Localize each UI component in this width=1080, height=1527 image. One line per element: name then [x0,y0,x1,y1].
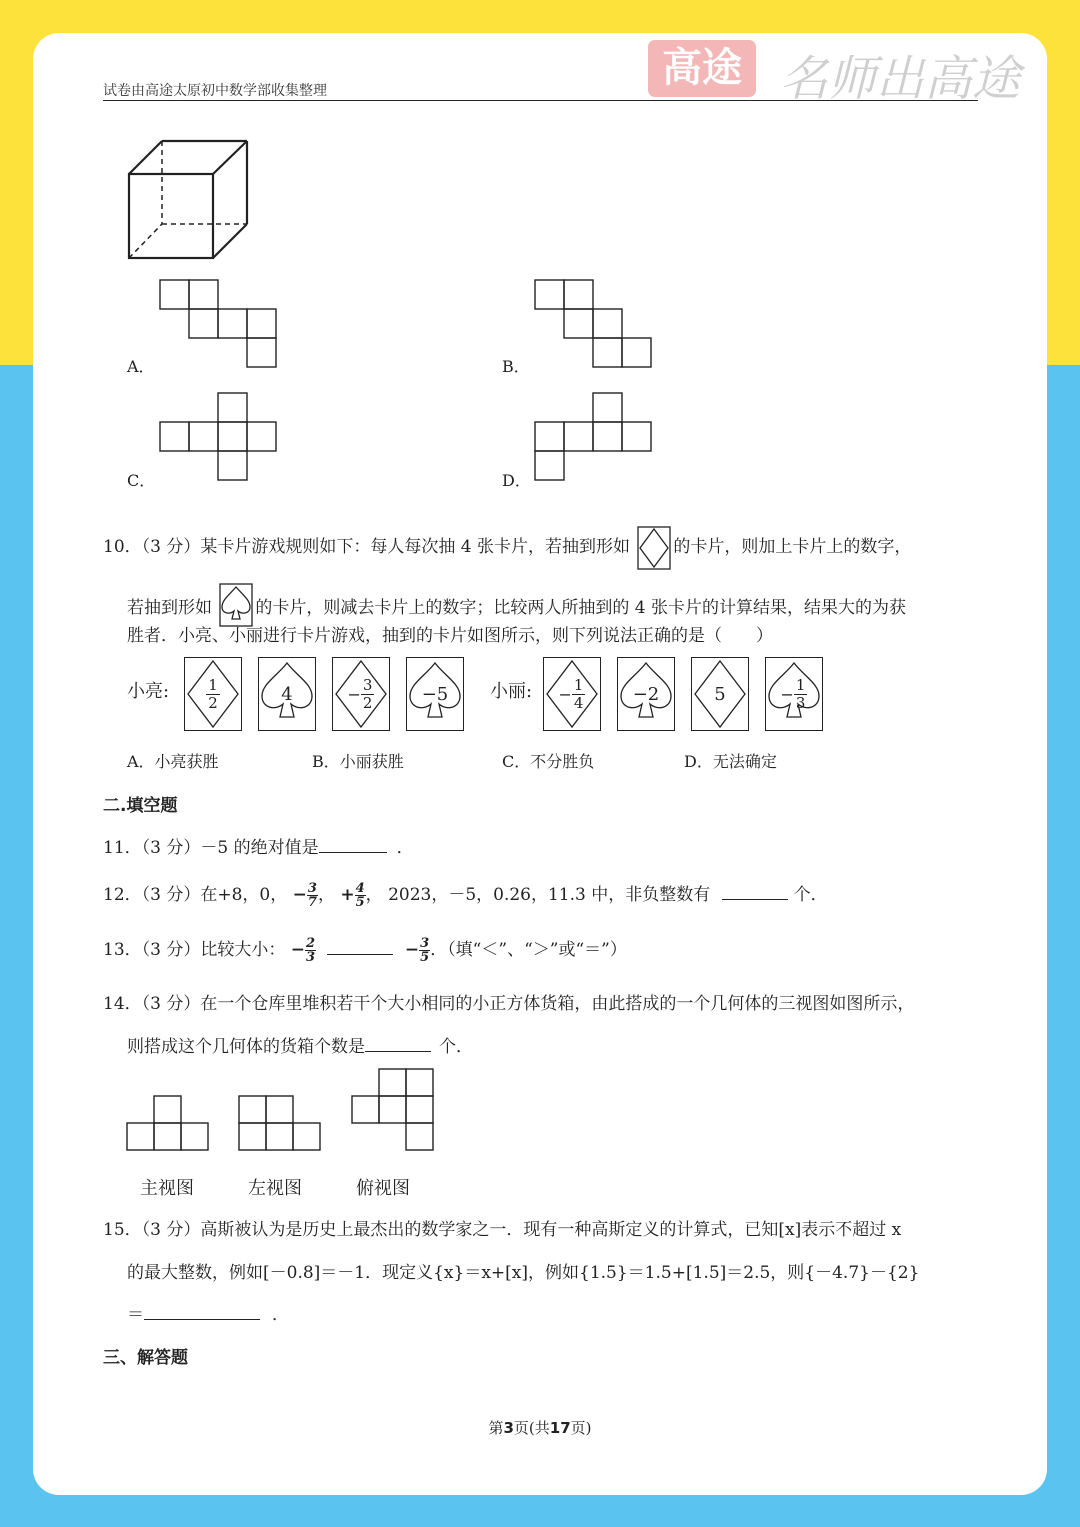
q12-answer-blank[interactable] [722,899,788,900]
q13-frac2-sign: − [404,940,420,960]
card-fraction [361,675,375,712]
q13-fraction-1 [305,937,316,964]
card-denominator: 2 [362,693,373,712]
q11-text: （3 分）－5 的绝对值是 [141,838,319,858]
xiaoli-card-2 [617,657,675,731]
q14-line1-text: （3 分）在一个仓库里堆积若干个大小相同的小正方体货箱，由此搭成的一个几何体的三视图如图所示， [141,994,915,1014]
q15-line2: 的最大整数，例如[－0.8]＝－1．现定义{x}＝x+[x]，例如{1.5}＝1.5+[1.5]＝2.5，则{－4.7}－{2} [127,1263,920,1283]
q15-line3a: ＝ [127,1305,144,1325]
q15-answer-blank[interactable] [144,1319,260,1320]
q11-number: 11． [103,838,142,858]
q10-line1 [103,526,911,570]
q15-line1-text: （3 分）高斯被认为是历史上最杰出的数学家之一．现有一种高斯定义的计算式，已知[x]表示不超过 x [141,1220,902,1240]
xiaoli-card-1 [543,657,601,731]
xiaoli-card-4 [765,657,823,731]
card-fraction [206,675,220,712]
footer-page-number: 3 [503,1419,514,1437]
footer-post: 页) [570,1419,592,1437]
q12: 12．（3 分）在+8，0， − $\frac{3}{7}$ ， + $\frac{4}{5}$ ， 2023，－5，0.26，11.3 中，非负整数有 个． [103,881,828,910]
q12-frac2-den: 5 [355,895,365,910]
cube-figure [120,135,260,265]
q14-number: 14． [103,994,142,1014]
q10-number: 10． [103,537,142,557]
card-value: 4 [281,683,293,705]
front-view-figure [126,1094,212,1152]
card-sign: − [558,684,572,704]
q10-option-a[interactable]: A．小亮获胜 [127,752,219,771]
q11-end: ． [396,838,414,858]
xiaoliang-label: 小亮: [127,681,170,702]
q13-frac2-num: 3 [420,936,430,951]
footer-pre: 第 [488,1419,504,1437]
card-value [766,658,822,742]
q10-line2a: 若抽到形如 [127,598,212,618]
card-fraction [572,675,586,712]
card-sign: − [347,684,361,704]
card-sign: − [780,684,794,704]
card-denominator: 2 [208,693,218,712]
q13-number: 13． [103,940,142,960]
card-fraction [794,675,808,712]
q15-line1 [103,1215,901,1240]
q10-line3: 胜者．小亮、小丽进行卡片游戏，抽到的卡片如图所示，则下列说法正确的是（ ） [127,626,773,646]
q13-frac1-sign: − [290,940,306,960]
page-footer [0,1417,1080,1438]
section-3-title: 三、解答题 [103,1348,188,1368]
card-denominator: 3 [795,693,806,712]
brand-slogan: 名师出高途 [780,51,1021,107]
q12-text-b: 2023，－5，0.26，11.3 中，非负整数有 [388,885,711,905]
card-value: 5 [714,683,726,705]
q13-answer-blank[interactable] [327,954,393,955]
xiaoliang-card-2 [258,657,316,731]
q10-option-c[interactable]: C．不分胜负 [502,752,595,771]
xiaoliang-card-3 [332,657,390,731]
q15-number: 15． [103,1220,142,1240]
q12-fraction-2 [355,882,366,909]
card-numerator: 1 [795,675,806,694]
q14-line1 [103,989,914,1014]
diamond-card-icon [637,526,671,570]
q15-line3b: ． [272,1305,289,1325]
xiaoli-card-3 [691,657,749,731]
q14-line2 [127,1032,473,1057]
card-value [185,658,241,730]
front-view-caption: 主视图 [140,1178,194,1199]
footer-mid: 页(共 [513,1419,550,1437]
card-numerator: 3 [362,675,373,694]
q12-frac1-num: 3 [307,881,317,896]
q12-frac2-sign: + [340,885,355,905]
q12-frac1-sign: − [292,885,307,905]
q13: 13．（3 分）比较大小： − $\frac{2}{3}$ − $\frac{3}{5}$ ．（填“＜”、“＞”或“＝”） [103,936,627,965]
q13-end: （填“＜”、“＞”或“＝”） [447,940,627,960]
q12-fraction-1 [307,882,318,909]
left-view-caption: 左视图 [248,1178,302,1199]
card-denominator: 4 [573,693,584,712]
q11-answer-blank[interactable] [319,852,387,853]
q12-text-a: （3 分）在+8，0， [141,885,288,905]
option-a-label: A． [127,357,155,376]
q11 [103,833,414,858]
top-view-figure [351,1067,437,1153]
xiaoliang-card-1 [184,657,242,731]
q15-line3 [127,1300,289,1325]
q10-line1b: 的卡片，则加上卡片上的数字， [673,537,912,557]
q14-line2b: 个． [439,1037,473,1057]
xiaoliang-card-4 [406,657,464,731]
card-numerator: 1 [208,675,218,694]
top-view-caption: 俯视图 [356,1178,410,1199]
brand-logo: 高途 [648,40,756,97]
q10-option-b[interactable]: B．小丽获胜 [312,752,404,771]
q13-fraction-2 [419,937,430,964]
option-c-label: C． [127,471,156,490]
q12-frac1-den: 7 [307,895,317,910]
q13-frac1-den: 3 [306,950,316,965]
q10-line1a: （3 分）某卡片游戏规则如下：每人每次抽 4 张卡片，若抽到形如 [141,537,630,557]
card-value: −2 [632,683,660,705]
left-view-figure [238,1094,324,1152]
card-value: −5 [421,683,449,705]
q13-frac1-num: 2 [306,936,316,951]
xiaoli-label: 小丽: [490,681,533,702]
header-source: 试卷由高途太原初中数学部收集整理 [103,83,327,99]
section-2-title: 二.填空题 [103,796,178,816]
q13-text-a: （3 分）比较大小： [141,940,286,960]
q13-frac2-den: 5 [420,950,430,965]
option-c-net[interactable] [158,391,282,483]
q10-line2b: 的卡片，则减去卡片上的数字；比较两人所抽到的 4 张卡片的计算结果，结果大的为获 [255,598,907,618]
card-value [544,658,600,730]
option-b-net[interactable] [533,278,657,370]
option-d-label: D． [502,471,531,490]
footer-total-pages: 17 [549,1419,571,1437]
option-b-label: B． [502,357,530,376]
card-numerator: 1 [573,675,584,694]
q12-number: 12． [103,885,142,905]
q14-answer-blank[interactable] [365,1051,431,1052]
q10-option-d[interactable]: D．无法确定 [684,752,777,771]
option-d-net[interactable] [533,391,657,483]
q12-end: 个． [793,885,828,905]
option-a-net[interactable] [158,278,282,370]
q14-line2a: 则搭成这个几何体的货箱个数是 [127,1037,365,1057]
q12-frac2-num: 4 [355,881,365,896]
card-value [333,658,389,730]
